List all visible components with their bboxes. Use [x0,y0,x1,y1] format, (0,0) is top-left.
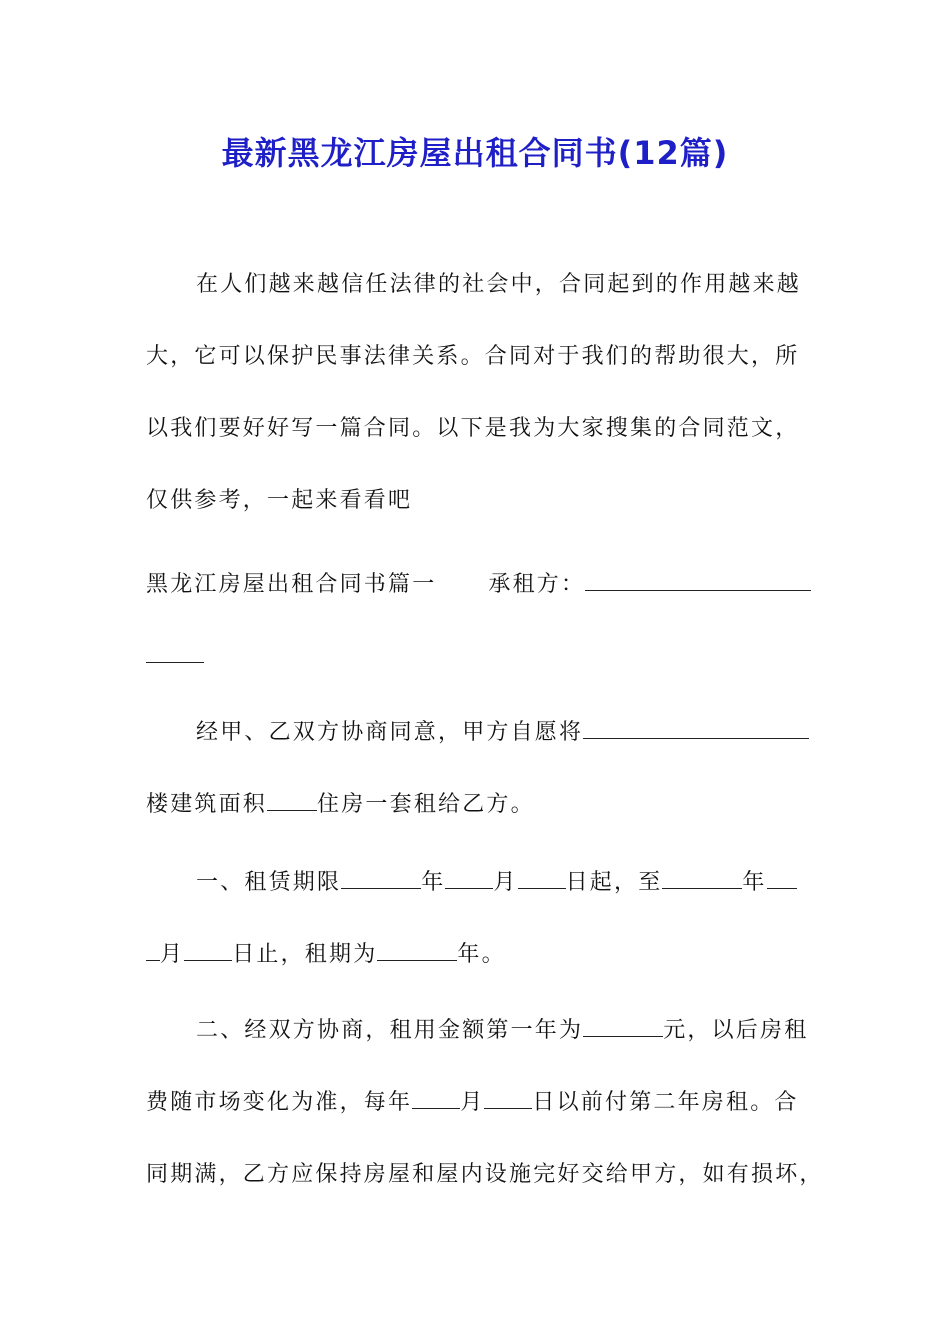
term-years-blank [377,938,457,961]
start-year-blank [341,866,421,889]
clause-2-yuan: 元，以后房租 [663,1018,809,1043]
area-blank [267,788,317,811]
intro-paragraph [146,249,806,537]
clause-1-month2: 月 [160,942,185,967]
clause-1-year: 年 [421,870,446,895]
building-blank [583,716,809,739]
clause-2-line [146,995,809,1067]
clause-1-year2: 年 [742,870,767,895]
document-title: 最新黑龙江房屋出租合同书(12篇) [221,134,729,172]
clause-2-line: 同期满，乙方应保持房屋和屋内设施完好交给甲方，如有损坏， [146,1162,824,1187]
intro-line: 仅供参考，一起来看看吧 [146,488,413,513]
end-year-blank [662,866,742,889]
tenant-blank-continuation-line [146,621,806,693]
pay-month-blank [412,1086,460,1109]
section-heading-line [146,549,806,621]
clause-1-line [146,847,806,919]
clause-2-paragraph [146,995,824,1211]
clause-1-paragraph [146,847,806,991]
rent-amount-blank [583,1014,663,1037]
agreement-line [146,697,806,769]
end-month-blank-continuation [146,938,160,961]
agreement-text: 经甲、乙双方协商同意，甲方自愿将 [196,720,584,745]
agreement-text: 住房一套租给乙方。 [317,792,535,817]
pay-day-blank [484,1086,532,1109]
tenant-blank [585,568,811,591]
clause-2-line [146,1067,806,1139]
intro-line: 以我们要好好写一篇合同。以下是我为大家搜集的合同范文， [146,416,800,441]
section-heading: 黑龙江房屋出租合同书篇一 [146,572,437,597]
clause-1-day-until: 日止，租期为 [232,942,378,967]
start-day-blank [518,866,566,889]
agreement-paragraph [146,697,806,841]
clause-1-years-end: 年。 [457,942,506,967]
tenant-blank-continuation [146,640,204,663]
section-heading-row [146,549,806,693]
start-month-blank [445,866,493,889]
clause-2-text: 费随市场变化为准，每年 [146,1090,413,1115]
clause-1-day-from: 日起，至 [565,870,663,895]
clause-1-line [146,919,806,991]
intro-line: 在人们越来越信任法律的社会中，合同起到的作用越来越 [196,272,802,297]
clause-1-prefix: 一、租赁期限 [196,870,342,895]
clause-2-prefix: 二、经双方协商，租用金额第一年为 [196,1018,584,1043]
agreement-text: 楼建筑面积 [146,792,268,817]
agreement-line [146,769,806,841]
clause-2-text: 日以前付第二年房租。合 [532,1090,799,1115]
clause-1-month: 月 [493,870,518,895]
tenant-label: 承租方： [488,572,586,597]
intro-line: 大，它可以保护民事法律关系。合同对于我们的帮助很大，所 [146,344,800,369]
end-day-blank [184,938,232,961]
end-month-blank [767,866,797,889]
clause-2-month: 月 [460,1090,485,1115]
